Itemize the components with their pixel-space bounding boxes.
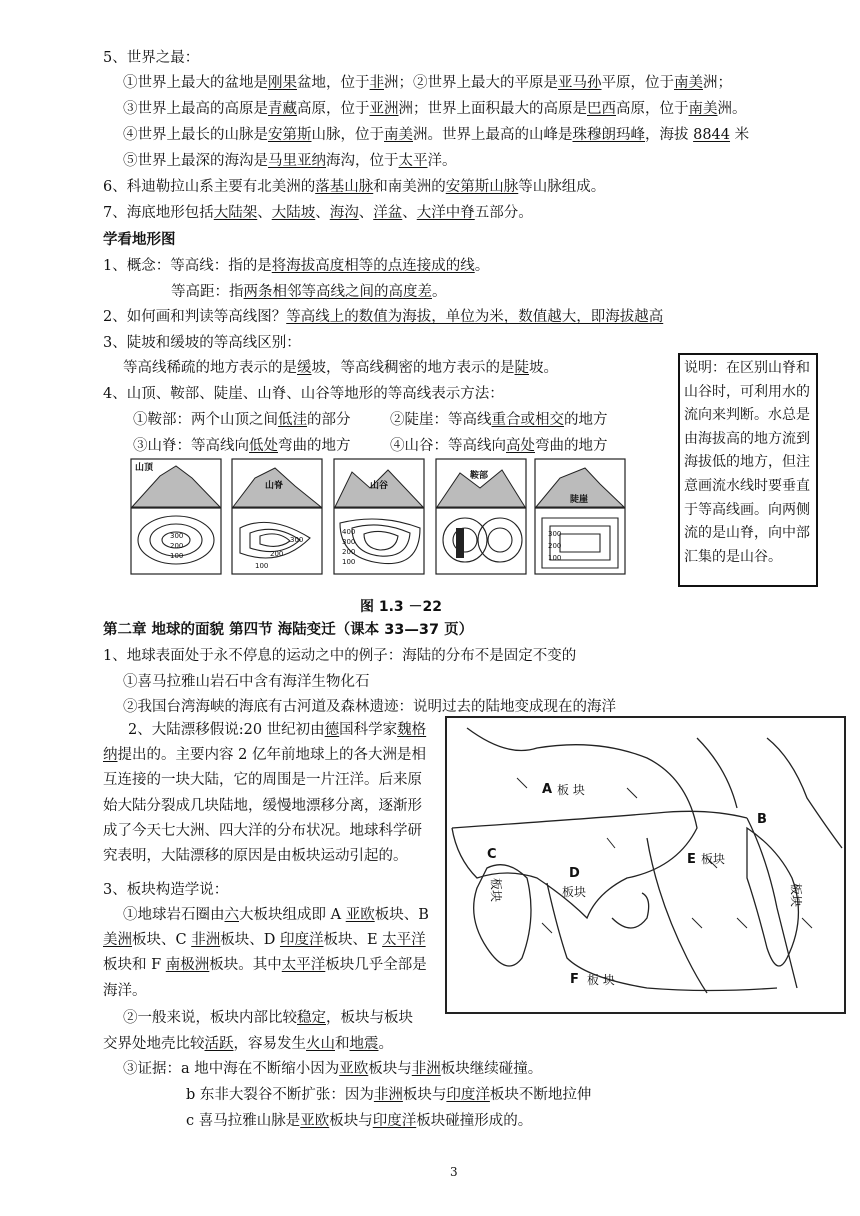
answer-underline: 青藏 — [268, 101, 297, 117]
text-run: 。 — [432, 284, 447, 300]
answer-underline: 印度洋 — [372, 1113, 417, 1129]
text-run: 、 — [402, 205, 417, 221]
answer-underline: 太平洋 — [281, 957, 326, 974]
answer-underline: 安第斯 — [268, 127, 312, 143]
text-run: 洲。 — [717, 101, 747, 117]
text-run: 五部分。 — [474, 205, 533, 221]
answer-underline: 将海拔高度相等的点连接成的线 — [271, 258, 475, 274]
line-largest-basin — [123, 73, 732, 93]
section-6 — [103, 177, 605, 197]
contour-num: 200 — [170, 542, 184, 550]
text-run: 高原，位于 — [616, 101, 689, 117]
map-label-a: A — [542, 782, 553, 797]
map-label-c: C — [487, 847, 497, 862]
map-label-d: D — [569, 866, 580, 881]
text-run: 盆地，位于 — [297, 75, 370, 91]
text-run: 板块、C — [132, 932, 192, 949]
answer-underline: 亚洲 — [369, 101, 399, 117]
contour-num: 300 — [342, 538, 356, 546]
text-run: 板块碰撞形成的。 — [416, 1113, 533, 1129]
topo-read — [103, 307, 663, 327]
text-run: ，海拔 — [645, 127, 694, 143]
text-run: ，板块与板块 — [326, 1010, 413, 1026]
topo-figure-svg — [130, 458, 626, 576]
text-run: ③世界上最高的高原是 — [123, 101, 268, 117]
answer-underline: 巴西 — [587, 101, 616, 117]
text-run: 洋。 — [427, 153, 457, 169]
topo-cliff — [390, 410, 608, 430]
text-run: 山脉，位于 — [311, 127, 384, 143]
answer-underline: 缓 — [297, 360, 312, 376]
contour-num: 200 — [342, 548, 356, 556]
map-plate-e-text: 板块 — [701, 852, 726, 866]
text-run: ①地球岩石圈由 — [123, 907, 225, 923]
drift-paragraph — [103, 718, 433, 869]
answer-underline: 印度洋 — [279, 932, 324, 949]
answer-underline: 亚欧 — [345, 907, 375, 923]
text-run: 坡，等高线稠密的地方表示的是 — [311, 360, 515, 376]
panel-label-peak: 山顶 — [135, 463, 154, 473]
answer-underline: 非 — [369, 75, 384, 91]
text-run: 米 — [730, 127, 750, 143]
text-run: 洲。世界上最高的山峰是 — [413, 127, 573, 143]
panel-label-valley: 山谷 — [370, 481, 389, 491]
text-run: 7、海底地形包括 — [103, 205, 214, 221]
answer-underline: 洋盆 — [373, 205, 403, 221]
contour-num: 100 — [548, 554, 562, 562]
topo-saddle — [133, 410, 351, 430]
line-deepest-trench — [123, 151, 457, 171]
text-run: 、 — [358, 205, 374, 221]
answer-underline: 落基山脉 — [315, 179, 374, 195]
answer-underline: 大洋中脊 — [416, 205, 475, 221]
text-run: ③证据：a 地中海在不断缩小因为 — [123, 1061, 340, 1077]
text-run: 板块与 — [402, 1087, 447, 1103]
text-run: 板块与 — [368, 1061, 412, 1077]
text-run: 的部分 — [307, 412, 351, 428]
answer-underline: 重合或相交 — [491, 412, 564, 428]
answer-underline: 刚果 — [268, 75, 297, 91]
note-box: 说明：在区别山脊和山谷时，可利用水的流向来判断。水总是由海拔高的地方流到海拔低的地方，但注意画流水线时要垂直于等高线画。向两侧流的是山脊，向中部汇集的是山谷。 — [678, 353, 818, 587]
text-run: 平原，位于 — [601, 75, 674, 91]
text-run: 等高距：指 — [171, 284, 244, 300]
answer-underline: 大陆架 — [213, 205, 258, 221]
map-plate-f-text: 板 块 — [587, 973, 615, 987]
evidence-b — [186, 1085, 591, 1105]
text-run: c 喜马拉雅山脉是 — [186, 1113, 301, 1129]
line-longest-mountain — [123, 125, 749, 145]
text-run: 板块继续碰撞。 — [440, 1061, 543, 1077]
evidence-c — [186, 1111, 532, 1131]
answer-underline: 非洲 — [191, 932, 221, 949]
text-run: 大板块组成即 A — [239, 907, 346, 923]
answer-underline: 南美 — [384, 127, 413, 143]
text-run: 坡。 — [529, 360, 558, 376]
contour-num: 100 — [170, 552, 184, 560]
text-run: b 东非大裂谷不断扩张：因为 — [186, 1087, 374, 1103]
answer-underline: 两条相邻等高线之间的高度差 — [243, 284, 432, 300]
text-run: 国科学家 — [339, 722, 398, 738]
answer-underline: 高处 — [506, 438, 535, 454]
figure-caption: 图 1.3 －22 — [360, 599, 443, 615]
change-example-1: ①喜马拉雅山岩石中含有海洋生物化石 — [123, 674, 370, 690]
section-5-heading: 5、世界之最： — [103, 50, 200, 66]
text-run: 板块、B — [374, 907, 429, 923]
answer-underline: 大陆坡 — [271, 205, 316, 221]
text-run: 高原，位于 — [297, 101, 370, 117]
answer-underline: 印度洋 — [446, 1087, 490, 1103]
map-label-e: E — [687, 852, 696, 867]
contour-num: 400 — [342, 528, 356, 536]
text-run: 板块几乎全部是海洋。 — [103, 957, 427, 999]
text-run: 洲；世界上面积最大的高原是 — [398, 101, 587, 117]
answer-underline: 南美 — [674, 75, 703, 91]
text-run: 和南美洲的 — [373, 179, 446, 195]
answer-underline: 等高线上的数值为海拔，单位为米，数值越大，即海拔越高 — [286, 309, 664, 325]
topo-slope-heading: 3、陡坡和缓坡的等高线区别： — [103, 335, 301, 351]
text-run: 2、如何画和判读等高线图？ — [103, 309, 287, 325]
map-plate-d-text: 板块 — [562, 885, 587, 899]
answer-underline: 太平 — [398, 153, 428, 169]
text-run: ①世界上最大的盆地是 — [123, 75, 268, 91]
text-run: 洲；②世界上最大的平原是 — [384, 75, 558, 91]
change-example-2: ②我国台湾海峡的海底有古河道及森林遗迹：说明过去的陆地变成现在的海洋 — [123, 699, 616, 715]
section-7 — [103, 203, 533, 223]
topo-concept — [103, 256, 489, 276]
text-run: 弯曲的地方 — [278, 438, 351, 454]
plate-stability-2 — [103, 1034, 393, 1054]
evidence-a — [123, 1059, 542, 1079]
text-run: 洲； — [703, 75, 732, 91]
topo-valley — [390, 436, 608, 456]
text-run: 板块、E — [323, 932, 383, 949]
map-plate-c-text: 板块 — [489, 878, 503, 903]
contour-num: 300 — [170, 532, 184, 540]
answer-underline: 太平洋 — [382, 932, 426, 949]
text-run: ③山脊：等高线向 — [133, 438, 249, 454]
text-run: 。 — [378, 1036, 393, 1052]
topo-title: 学看地形图 — [103, 232, 176, 248]
contour-num: 300 — [290, 536, 304, 544]
text-run: 板块不断地拉伸 — [489, 1087, 592, 1103]
answer-underline: 美洲 — [103, 932, 132, 949]
answer-underline: 低洼 — [278, 412, 307, 428]
answer-underline: 亚马孙 — [558, 75, 602, 91]
answer-underline: 8844 — [693, 127, 731, 143]
contour-num: 100 — [255, 562, 269, 570]
text-run: 、 — [257, 205, 272, 221]
answer-underline: 六 — [224, 907, 239, 923]
answer-underline: 珠穆朗玛峰 — [572, 127, 645, 143]
text-run: ，容易发生 — [233, 1036, 306, 1052]
panel-label-saddle: 鞍部 — [470, 471, 489, 481]
panel-label-ridge: 山脊 — [265, 481, 284, 491]
answer-underline: 马里亚纳 — [268, 153, 326, 169]
map-plate-b-text: 板块 — [789, 883, 803, 908]
contour-num: 300 — [548, 530, 562, 538]
text-run: 6、科迪勒拉山系主要有北美洲的 — [103, 179, 316, 195]
answer-underline: 海沟 — [329, 205, 359, 221]
answer-underline: 魏格纳 — [103, 722, 427, 764]
topo-ridge — [133, 436, 351, 456]
topo-landform-heading: 4、山顶、鞍部、陡崖、山脊、山谷等地形的等高线表示方法： — [103, 386, 504, 402]
plate-paragraph — [103, 903, 433, 1004]
page-number: 3 — [450, 1165, 458, 1179]
answer-underline: 非洲 — [411, 1061, 441, 1077]
text-run: 板块。其中 — [209, 957, 282, 974]
answer-underline: 非洲 — [373, 1087, 403, 1103]
plate-map — [445, 716, 846, 1014]
answer-underline: 亚欧 — [300, 1113, 330, 1129]
text-run: 和 — [335, 1036, 350, 1052]
answer-underline: 南极洲 — [165, 957, 210, 974]
text-run: 1、概念：等高线：指的是 — [103, 258, 272, 274]
answer-underline: 地震 — [349, 1036, 379, 1052]
answer-underline: 活跃 — [204, 1036, 234, 1052]
change-heading: 1、地球表面处于永不停息的运动之中的例子：海陆的分布不是固定不变的 — [103, 648, 577, 664]
text-run: ④世界上最长的山脉是 — [123, 127, 268, 143]
text-run: 等山脉组成。 — [518, 179, 606, 195]
text-run: 等高线稀疏的地方表示的是 — [123, 360, 297, 376]
answer-underline: 德 — [324, 722, 340, 738]
text-run: ①鞍部：两个山顶之间 — [133, 412, 278, 428]
topo-interval — [171, 282, 447, 302]
plate-map-svg — [447, 718, 844, 1012]
answer-underline: 陡 — [514, 360, 529, 376]
text-run: 、 — [315, 205, 330, 221]
text-run: 弯曲的地方 — [535, 438, 608, 454]
text-run: ②陡崖：等高线 — [390, 412, 492, 428]
text-run: 海沟，位于 — [326, 153, 399, 169]
line-highest-plateau — [123, 99, 747, 119]
contour-num: 100 — [342, 558, 356, 566]
topo-slope — [123, 358, 558, 378]
text-run: ⑤世界上最深的海沟是 — [123, 153, 268, 169]
text-run: 。 — [474, 258, 490, 274]
chapter-title: 第二章 地球的面貌 第四节 海陆变迁（课本 33—37 页） — [103, 622, 474, 638]
contour-num: 200 — [548, 542, 562, 550]
text-run: ②一般来说，板块内部比较 — [123, 1010, 297, 1026]
plate-heading: 3、板块构造学说： — [103, 882, 229, 898]
map-label-b: B — [757, 812, 767, 827]
panel-label-cliff: 陡崖 — [570, 495, 589, 505]
text-run: 2、大陆漂移假说:20 世纪初由 — [128, 722, 325, 738]
text-run: ④山谷：等高线向 — [390, 438, 506, 454]
text-run: 的地方 — [564, 412, 608, 428]
text-run: 板块、D — [220, 932, 280, 949]
answer-underline: 低处 — [249, 438, 278, 454]
answer-underline: 南美 — [688, 101, 718, 117]
map-label-f: F — [570, 972, 579, 987]
answer-underline: 安第斯山脉 — [445, 179, 519, 195]
plate-stability-1 — [123, 1008, 413, 1028]
map-plate-a-text: 板 块 — [557, 783, 585, 797]
text-run: 板块和 F — [103, 957, 166, 974]
text-run: 板块与 — [329, 1113, 373, 1129]
answer-underline: 火山 — [306, 1036, 335, 1052]
topo-figure — [130, 458, 626, 576]
text-run: 交界处地壳比较 — [103, 1036, 205, 1052]
contour-num: 200 — [270, 550, 284, 558]
answer-underline: 稳定 — [297, 1010, 326, 1026]
answer-underline: 亚欧 — [339, 1061, 369, 1077]
text-run: 提出的。主要内容 2 亿年前地球上的各大洲是相互连接的一块大陆，它的周围是一片汪洋。后来原始大陆分裂成几块陆地，缓慢地漂移分离，逐渐形成了今天七大洲、四大洋的分布状况。地球科学研究表明，大陆漂移的原因是由板块运动引起的。 — [103, 747, 426, 865]
